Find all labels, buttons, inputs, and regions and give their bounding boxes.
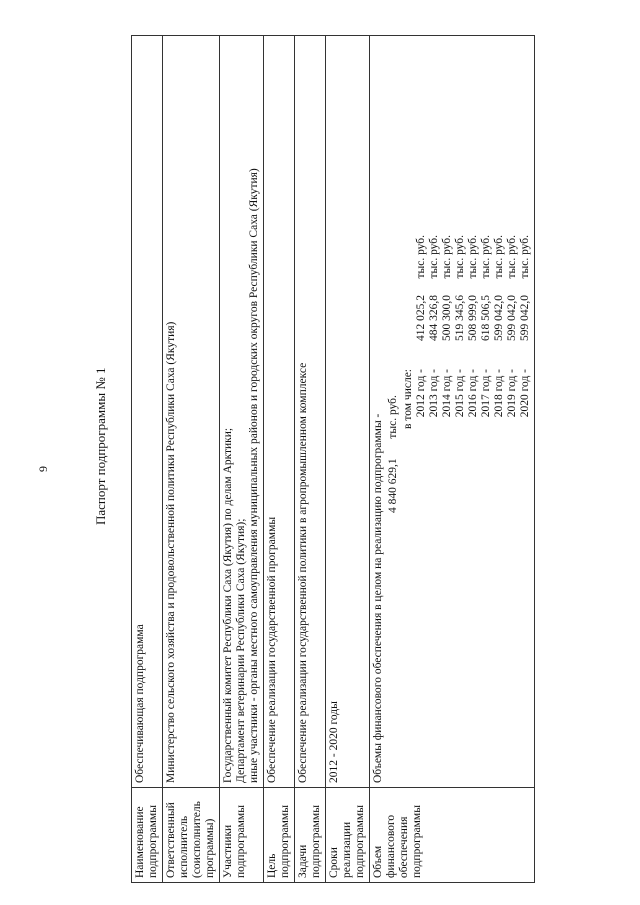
row-value: 2012 - 2020 годы	[326, 36, 370, 788]
table-row	[163, 36, 220, 883]
row-label: Сроки реализации подпрограммы	[326, 788, 370, 883]
row-value: Обеспечение реализации государственной программы	[264, 36, 295, 788]
finance-year-row: 2014 год - 500 300,0 тыс. руб.	[441, 235, 453, 418]
row-label: Ответственный исполнитель (соисполнитель программы)	[163, 788, 220, 883]
table-row	[264, 36, 295, 883]
finance-year-row: 2012 год - 412 025,2 тыс. руб.	[415, 235, 427, 418]
row-value: Обеспечивающая подпрограмма	[132, 36, 163, 788]
finance-total-unit: тыс. руб.	[387, 395, 399, 439]
finance-year-row: 2016 год - 508 999,0 тыс. руб.	[467, 235, 479, 418]
finance-year-row: 2015 год - 519 345,6 тыс. руб.	[454, 235, 466, 418]
row-value: Министерство сельского хозяйства и продовольственной политики Республики Саха (Якутия)	[163, 36, 220, 788]
row-label: Цель подпрограммы	[264, 788, 295, 883]
finance-intro: Объемы финансового обеспечения в целом на реализацию подпрограммы -	[372, 413, 384, 783]
row-label: Участники подпрограммы	[220, 788, 264, 883]
finance-cell	[370, 36, 535, 788]
participant-line: Государственный комитет Республики Саха (Якутия) по делам Арктики;	[222, 427, 234, 783]
row-label: Наименование подпрограммы	[132, 788, 163, 883]
passport-table	[131, 35, 535, 883]
finance-year-row: 2018 год - 599 042,0 тыс. руб.	[493, 235, 505, 418]
finance-year-row: 2013 год - 484 326,8 тыс. руб.	[428, 235, 440, 418]
finance-including: в том числе:	[402, 369, 414, 429]
table-row	[326, 36, 370, 883]
table-row	[220, 36, 264, 883]
row-label: Задачи подпрограммы	[295, 788, 326, 883]
finance-breakdown	[402, 40, 532, 783]
row-value: Обеспечение реализации государственной политики в агропромышленном комплексе	[295, 36, 326, 788]
table-row	[295, 36, 326, 883]
finance-year-row: 2020 год - 599 042,0 тыс. руб.	[519, 235, 531, 418]
page-title: Паспорт подпрограммы № 1	[93, 367, 108, 525]
table-row	[370, 36, 535, 883]
finance-year-row: 2019 год - 599 042,0 тыс. руб.	[506, 235, 518, 418]
row-value	[220, 36, 264, 788]
finance-year-row: 2017 год - 618 506,5 тыс. руб.	[480, 235, 492, 418]
finance-total	[387, 40, 400, 513]
finance-total-amount: 4 840 629,1	[387, 458, 399, 513]
participant-line: Департамент ветеринарии Республики Саха (Якутия);	[235, 518, 247, 783]
table-row	[132, 36, 163, 883]
row-label: Объем финансового обеспечения подпрограммы	[370, 788, 535, 883]
participant-line: иные участники - органы местного самоуправления муниципальных районов и городских округов Республики Саха (Якутия)	[248, 168, 260, 783]
page-number: 9	[36, 466, 50, 472]
